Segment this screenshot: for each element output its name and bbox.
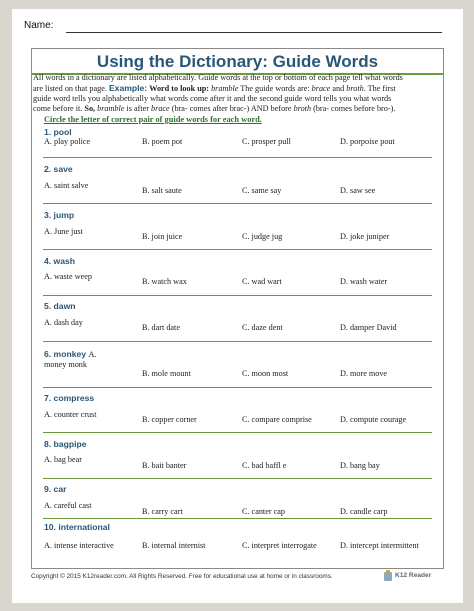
answer-option-c[interactable]: C. compare comprise [242,415,312,424]
answer-option-c[interactable]: C. daze dent [242,323,283,332]
answer-option-c[interactable]: C. canter cap [242,507,285,516]
answer-option-d[interactable]: D. joke juniper [340,232,390,241]
answer-option-d[interactable]: D. wash water [340,277,388,286]
answer-option-d[interactable]: D. porpoise pout [340,137,395,146]
answer-option-d[interactable]: D. candle carp [340,507,388,516]
worksheet-frame [31,48,444,569]
question-word: 9. car [44,484,67,494]
answer-option-a[interactable]: A. June just [44,227,83,236]
answer-option-a[interactable]: A. bag bear [44,455,82,464]
answer-option-d[interactable]: D. bang bay [340,461,380,470]
intro-line-3: guide word tells you alphabetically what words come after it and the second guide word tells you what words [33,94,392,103]
example-label: Example: [108,83,148,93]
question-word: 8. bagpipe [44,439,87,449]
guide-word-2: broth [293,104,312,113]
answer-option-d[interactable]: D. more move [340,369,388,378]
question-divider [43,203,432,204]
logo-text: K12 Reader [395,572,432,579]
name-label: Name: [24,20,54,31]
answer-option-b[interactable]: B. poem pot [142,137,183,146]
intro-text: . The first [363,84,396,93]
question-divider [43,157,432,158]
intro-text: are listed on that page. [33,84,107,93]
answer-option-d[interactable]: D. saw see [340,186,376,195]
answer-option-c[interactable]: C. same say [242,186,282,195]
question-divider [43,432,432,433]
intro-text: and [330,84,347,93]
question-word: 10. international [44,522,110,532]
question-word: 5. dawn [44,301,76,311]
question-divider [43,249,432,250]
answer-option-c[interactable]: C. interpret interrogate [242,541,317,550]
answer-option-b[interactable]: B. join juice [142,232,183,241]
answer-option-a[interactable]: money monk [44,360,87,369]
intro-bold-text: Word to look up: [149,84,210,93]
intro-text: is after [124,104,152,113]
answer-option-c[interactable]: C. bad baffl e [242,461,287,470]
question-word: 4. wash [44,256,76,266]
intro-bold-so: So, [84,104,96,113]
question-divider [43,295,432,296]
answer-option-c[interactable]: C. judge jug [242,232,283,241]
answer-option-a[interactable]: A. intense interactive [44,541,114,550]
copyright-footer: Copyright © 2015 K12reader.com. All Rights Reserved. Free for educational use at home or in classrooms. [31,573,333,580]
guide-word-1: brace [311,84,331,93]
question-divider [43,478,432,479]
answer-option-b[interactable]: B. salt saute [142,186,182,195]
answer-option-b[interactable]: B. carry cart [142,507,183,516]
directions: Circle the letter of correct pair of guide words for each word. [44,115,262,124]
answer-option-a[interactable]: A. waste weep [44,272,92,281]
intro-text: The guide words are: [238,84,310,93]
title-bar [32,49,443,75]
page-title: Using the Dictionary: Guide Words [96,52,379,71]
answer-option-d[interactable]: D. intercept intermittent [340,541,419,550]
answer-option-d[interactable]: D. compute courage [340,415,407,424]
answer-option-a[interactable]: A. play police [44,137,91,146]
name-write-line [66,32,442,33]
example-word: bramble [211,84,239,93]
answer-option-b[interactable]: B. bait banter [142,461,187,470]
question-word [44,349,96,359]
answer-option-c[interactable]: C. moon most [242,369,289,378]
question-divider [43,518,432,519]
answer-option-b[interactable]: B. copper corner [142,415,197,424]
intro-paragraph [33,73,441,114]
question-divider [43,387,432,388]
answer-option-a[interactable]: A. careful cast [44,501,92,510]
answer-option-a[interactable]: A. dash day [44,318,83,327]
answer-option-a-letter[interactable]: A. [88,350,97,359]
example-word: bramble [97,104,125,113]
answer-option-d[interactable]: D. damper David [340,323,397,332]
answer-option-b[interactable]: B. watch wax [142,277,187,286]
question-word: 2. save [44,164,73,174]
intro-line-2 [33,83,441,94]
answer-option-c[interactable]: C. prosper pull [242,137,291,146]
question-word: 3. jump [44,210,75,220]
intro-text: come before it. [33,104,83,113]
guide-word-1: brace [151,104,170,113]
question-label: 6. monkey [44,349,87,359]
question-word: 1. pool [44,127,72,137]
intro-text: (bra- comes before bro-). [311,104,396,113]
answer-option-b[interactable]: B. internal internist [142,541,206,550]
intro-text: (bra- comes after brac-) AND before [169,104,294,113]
answer-option-a[interactable]: A. saint salve [44,181,89,190]
intro-line-4 [33,104,441,114]
answer-option-b[interactable]: B. dart date [142,323,180,332]
answer-option-c[interactable]: C. wad wart [242,277,282,286]
question-word: 7. compress [44,393,95,403]
answer-option-a[interactable]: A. counter crust [44,410,97,419]
intro-line-1: All words in a dictionary are listed alphabetically. Guide words at the top or bottom of each page tell what words [33,73,403,82]
answer-option-b[interactable]: B. mole mount [142,369,191,378]
guide-word-2: broth [346,84,364,93]
question-divider [43,341,432,342]
